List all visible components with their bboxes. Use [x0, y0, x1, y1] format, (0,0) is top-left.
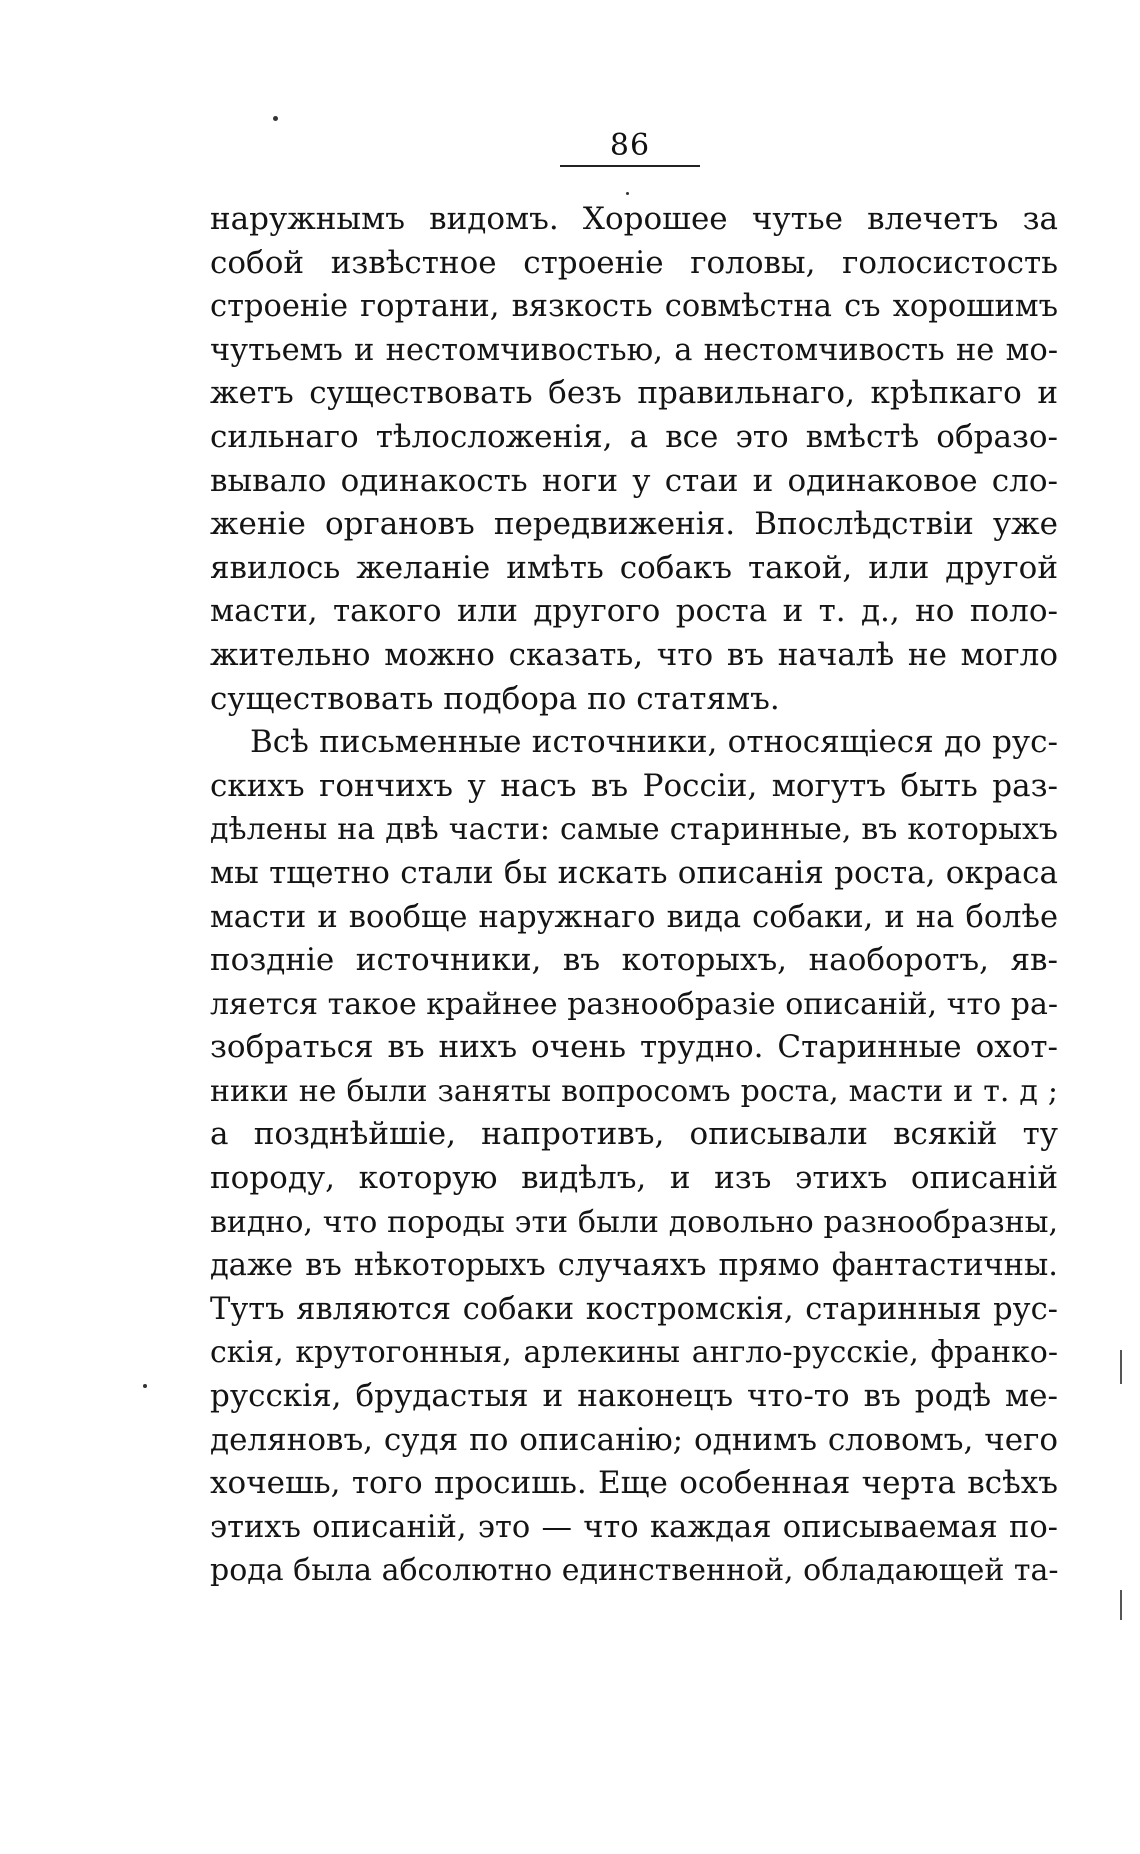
text-line: зобраться въ нихъ очень трудно. Старинные охот-: [210, 1029, 1058, 1066]
body-text: [210, 198, 1058, 1593]
text-line: сильнаго тѣлосложенія, а все это вмѣстѣ образо-: [210, 418, 1058, 455]
text-line: явилось желаніе имѣть собакъ такой, или другой: [210, 549, 1058, 586]
text-line: дѣлены на двѣ части: самые старинные, въ которыхъ: [210, 812, 1058, 848]
text-line: чутьемъ и нестомчивостью, а нестомчивость не мо-: [210, 332, 1058, 368]
page-number: 86: [609, 128, 651, 163]
text-line: русскія, брудастыя и наконецъ что-то въ родѣ ме-: [210, 1378, 1058, 1415]
scan-edge-mark: [1120, 1590, 1122, 1620]
text-line: строеніе гортани, вязкость совмѣстна съ хорошимъ: [210, 289, 1058, 325]
text-line: Всѣ письменные источники, относящіеся до рус-: [250, 724, 1058, 761]
text-line: жительно можно сказать, что въ началѣ не могло: [210, 636, 1058, 673]
text-line: мы тщетно стали бы искать описанія роста, окраса: [210, 854, 1058, 891]
print-speck: [626, 192, 629, 195]
text-line: жетъ существовать безъ правильнаго, крѣпкаго и: [210, 375, 1058, 412]
text-line: видно, что породы эти были довольно разнообразны,: [210, 1204, 1058, 1240]
text-line: ники не были заняты вопросомъ роста, масти и т. д ;: [210, 1073, 1058, 1109]
text-line: даже въ нѣкоторыхъ случаяхъ прямо фантастичны.: [210, 1248, 1058, 1284]
text-line: наружнымъ видомъ. Хорошее чутье влечетъ за: [210, 201, 1058, 237]
paragraph: [210, 721, 1058, 1593]
text-line: деляновъ, судя по описанію; однимъ словомъ, чего: [210, 1421, 1058, 1458]
text-line: собой извѣстное строеніе головы, голосистость: [210, 244, 1058, 281]
text-line: Тутъ являются собаки костромскія, старинныя рус-: [210, 1291, 1058, 1327]
text-line: масти, такого или другого роста и т. д., но поло-: [210, 593, 1058, 630]
print-speck: [273, 116, 278, 121]
text-line: поздніе источники, въ которыхъ, наоборотъ, яв-: [210, 942, 1058, 979]
text-line: скихъ гончихъ у насъ въ Россіи, могутъ быть раз-: [210, 767, 1058, 804]
text-line: а позднѣйшіе, напротивъ, описывали всякій ту: [210, 1116, 1058, 1153]
text-line: вывало одинакость ноги у стаи и одинаковое сло-: [210, 462, 1058, 499]
paragraph: [210, 198, 1058, 721]
text-line: масти и вообще наружнаго вида собаки, и на болѣе: [210, 899, 1058, 935]
text-line: женіе органовъ передвиженія. Впослѣдствіи уже: [210, 506, 1058, 543]
text-line: этихъ описаній, это — что каждая описываемая по-: [210, 1509, 1058, 1545]
text-line: рода была абсолютно единственной, обладающей та-: [210, 1553, 1059, 1589]
print-speck: [143, 1384, 147, 1388]
text-line: ляется такое крайнее разнообразіе описаній, что ра-: [210, 986, 1058, 1022]
page-number-rule: [560, 165, 700, 167]
text-line: хочешь, того просишь. Еще особенная черта всѣхъ: [210, 1465, 1058, 1502]
text-line: породу, которую видѣлъ, и изъ этихъ описаній: [210, 1160, 1058, 1197]
text-line: существовать подбора по статямъ.: [210, 680, 780, 717]
scan-edge-mark: [1120, 1350, 1122, 1384]
text-line: скія, крутогонныя, арлекины англо-русскіе, франко-: [210, 1335, 1058, 1371]
